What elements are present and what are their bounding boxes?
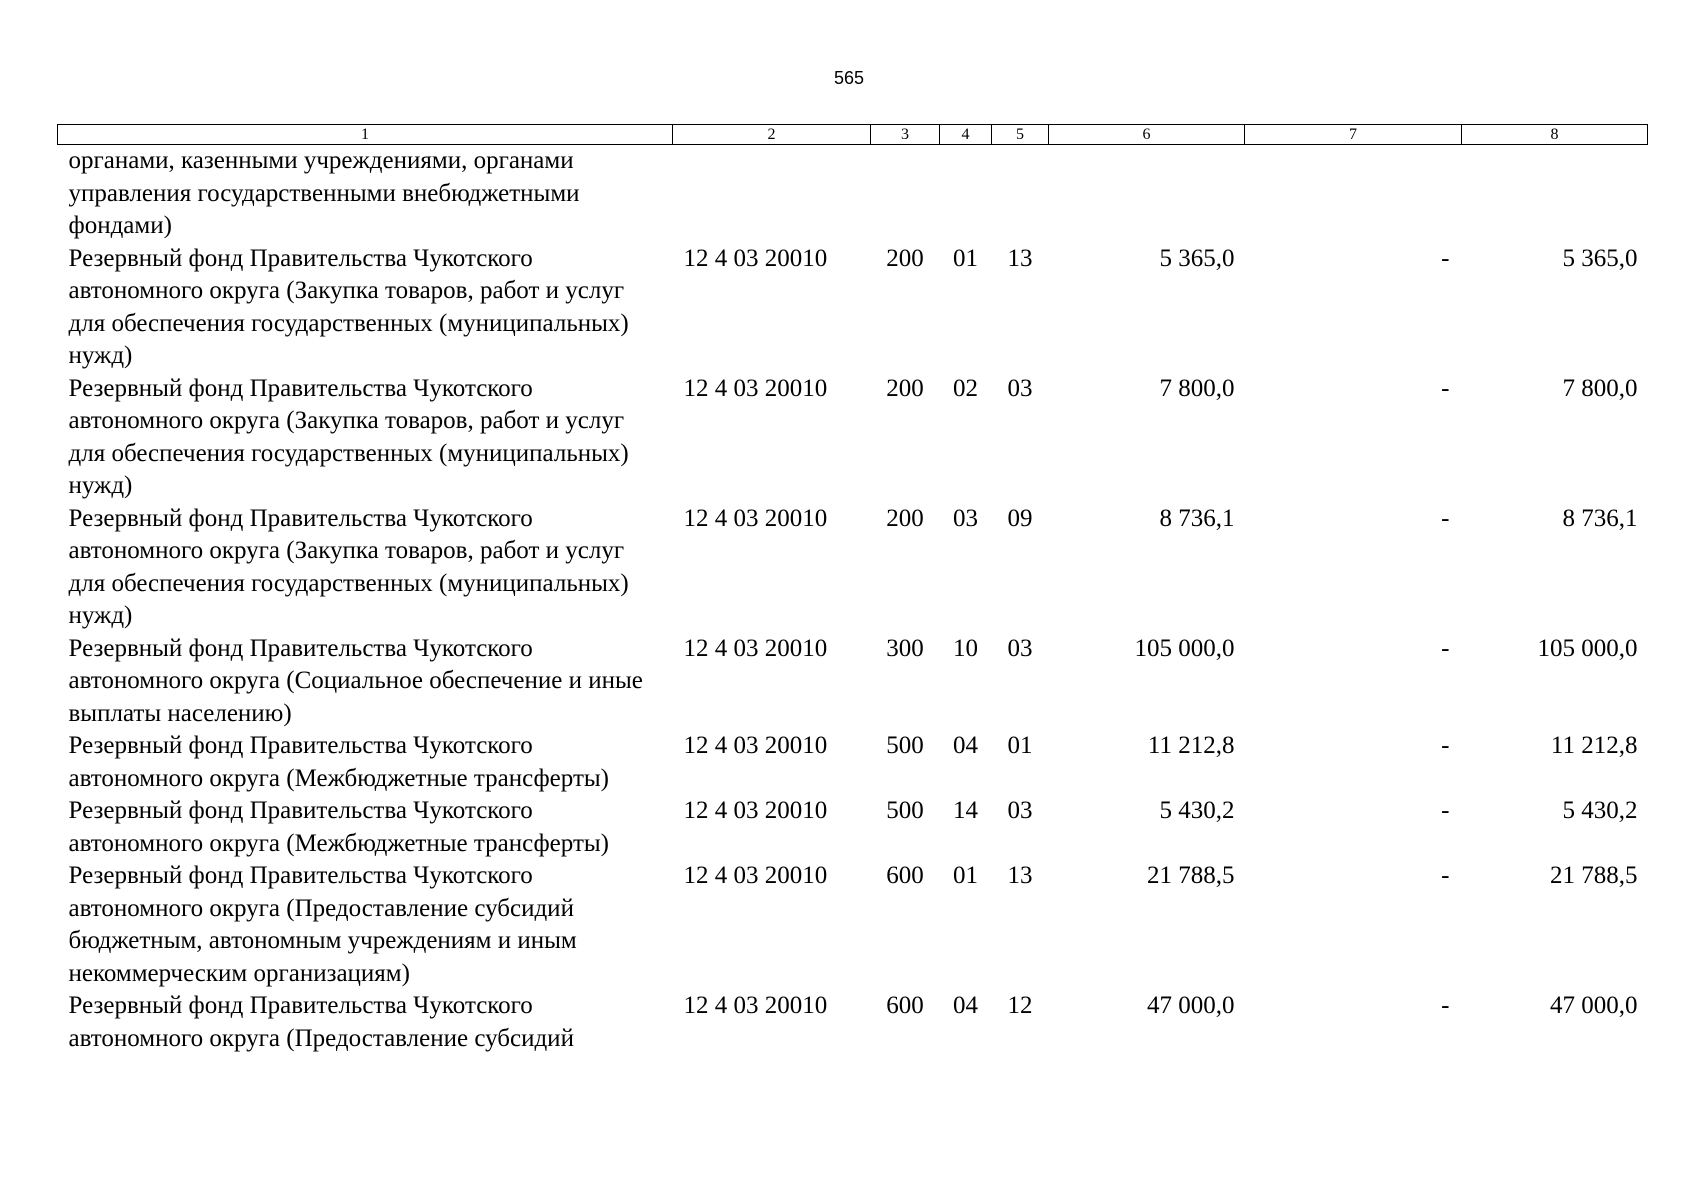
row-col-6: 11 212,8 xyxy=(1147,732,1235,759)
row-col-6: 5 365,0 xyxy=(1159,244,1235,272)
row-col-5: 13 xyxy=(1007,862,1033,889)
row-col-6 xyxy=(1049,145,1245,243)
row-col-7: - xyxy=(1441,634,1450,662)
row-col-6: 8 736,1 xyxy=(1159,504,1235,532)
row-col-8: 8 736,1 xyxy=(1562,504,1638,532)
row-col-3: 600 xyxy=(886,992,924,1019)
row-col-7: - xyxy=(1441,992,1450,1019)
header-row xyxy=(58,125,1648,145)
page-number: 565 xyxy=(833,68,865,88)
column-header-1: 1 xyxy=(58,125,673,145)
row-col-5: 03 xyxy=(1007,634,1033,662)
row-col-6: 5 430,2 xyxy=(1159,797,1235,824)
row-code: 12 4 03 20010 xyxy=(683,374,828,402)
row-col-8: 7 800,0 xyxy=(1562,374,1638,402)
row-col-4 xyxy=(940,145,992,243)
row-name: Резервный фонд Правительства Чукотского автономного округа (Закупка товаров, работ и услуг для обеспечения государственных (муниципальных) нужд) xyxy=(68,244,629,369)
row-col-3: 600 xyxy=(886,862,924,889)
row-col-5: 03 xyxy=(1007,374,1033,402)
row-col-4: 04 xyxy=(953,732,978,759)
row-col-4: 04 xyxy=(953,992,978,1019)
row-name: Резервный фонд Правительства Чукотского автономного округа (Межбюджетные трансферты) xyxy=(68,797,609,857)
row-col-7: - xyxy=(1441,862,1450,889)
row-col-4: 02 xyxy=(953,374,978,402)
row-col-7: - xyxy=(1441,732,1450,759)
row-col-3: 500 xyxy=(886,732,924,759)
row-col-4: 14 xyxy=(953,797,978,824)
row-code: 12 4 03 20010 xyxy=(683,862,828,889)
row-name: Резервный фонд Правительства Чукотского автономного округа (Закупка товаров, работ и услуг для обеспечения государственных (муниципальных) нужд) xyxy=(68,374,629,499)
row-col-4: 03 xyxy=(953,504,978,532)
budget-table xyxy=(57,124,1648,1055)
row-name: органами, казенными учреждениями, органами управления государственными внебюджетными фондами) xyxy=(68,147,580,239)
row-code: 12 4 03 20010 xyxy=(683,504,828,532)
row-col-7 xyxy=(1245,145,1462,243)
table-row xyxy=(58,243,1648,373)
column-header-7: 7 xyxy=(1245,125,1462,145)
row-col-3: 200 xyxy=(886,374,924,402)
row-code: 12 4 03 20010 xyxy=(683,992,828,1019)
row-name: Резервный фонд Правительства Чукотского автономного округа (Предоставление субсидий бюджетным, автономным учреждениям и иным некоммерческим организациям) xyxy=(68,862,577,987)
row-code: 12 4 03 20010 xyxy=(683,732,828,759)
row-col-6: 21 788,5 xyxy=(1147,862,1235,889)
row-col-8 xyxy=(1462,145,1648,243)
row-code: 12 4 03 20010 xyxy=(683,244,828,272)
row-col-3: 200 xyxy=(886,244,924,272)
table-row xyxy=(58,145,1648,243)
row-col-5 xyxy=(992,145,1049,243)
row-col-6: 105 000,0 xyxy=(1134,634,1235,662)
column-header-2: 2 xyxy=(673,125,871,145)
row-col-7: - xyxy=(1441,374,1450,402)
column-header-4: 4 xyxy=(940,125,992,145)
table-row xyxy=(58,503,1648,633)
row-col-4: 01 xyxy=(953,244,978,272)
row-code xyxy=(673,145,871,243)
table-row xyxy=(58,990,1648,1055)
row-col-8: 47 000,0 xyxy=(1550,992,1638,1019)
table-row xyxy=(58,633,1648,731)
row-col-5: 13 xyxy=(1007,244,1033,272)
row-col-3: 300 xyxy=(886,634,924,662)
row-col-4: 01 xyxy=(953,862,978,889)
row-code: 12 4 03 20010 xyxy=(683,634,828,662)
column-header-8: 8 xyxy=(1462,125,1648,145)
column-header-3: 3 xyxy=(871,125,940,145)
table-row xyxy=(58,795,1648,860)
row-col-6: 47 000,0 xyxy=(1147,992,1235,1019)
table-header xyxy=(58,125,1648,145)
row-col-5: 01 xyxy=(1007,732,1033,759)
row-col-3 xyxy=(871,145,940,243)
row-name: Резервный фонд Правительства Чукотского автономного округа (Межбюджетные трансферты) xyxy=(68,732,609,792)
row-col-7: - xyxy=(1441,797,1450,824)
row-col-8: 11 212,8 xyxy=(1550,732,1638,759)
row-col-5: 09 xyxy=(1007,504,1033,532)
row-col-4: 10 xyxy=(953,634,978,662)
row-col-8: 105 000,0 xyxy=(1537,634,1638,662)
row-col-7: - xyxy=(1441,244,1450,272)
table-row xyxy=(58,730,1648,795)
row-col-7: - xyxy=(1441,504,1450,532)
table-row xyxy=(58,373,1648,503)
row-name: Резервный фонд Правительства Чукотского автономного округа (Предоставление субсидий xyxy=(68,992,574,1052)
row-col-8: 5 430,2 xyxy=(1562,797,1638,824)
row-col-6: 7 800,0 xyxy=(1159,374,1235,402)
row-col-3: 200 xyxy=(886,504,924,532)
row-col-5: 03 xyxy=(1007,797,1033,824)
row-code: 12 4 03 20010 xyxy=(683,797,828,824)
row-col-5: 12 xyxy=(1007,992,1033,1019)
column-header-6: 6 xyxy=(1049,125,1245,145)
row-col-3: 500 xyxy=(886,797,924,824)
row-col-8: 21 788,5 xyxy=(1550,862,1638,889)
column-header-5: 5 xyxy=(992,125,1049,145)
row-name: Резервный фонд Правительства Чукотского автономного округа (Закупка товаров, работ и услуг для обеспечения государственных (муниципальных) нужд) xyxy=(68,504,629,629)
row-col-8: 5 365,0 xyxy=(1562,244,1638,272)
table-body xyxy=(58,145,1648,1056)
row-name: Резервный фонд Правительства Чукотского автономного округа (Социальное обеспечение и иные выплаты населению) xyxy=(68,634,643,727)
table-row xyxy=(58,860,1648,990)
